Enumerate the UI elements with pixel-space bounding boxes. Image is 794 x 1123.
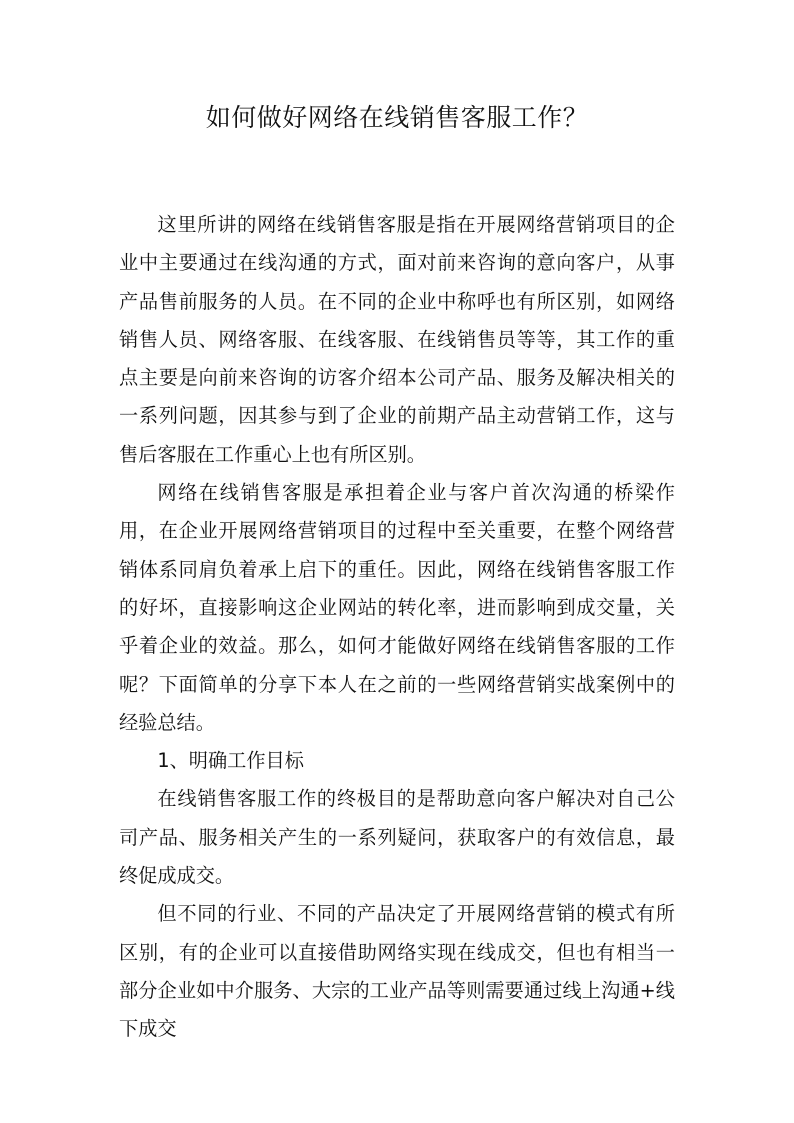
paragraph-goal: 在线销售客服工作的终极目的是帮助意向客户解决对自己公司产品、服务相关产生的一系列疑问，获取客户的有效信息，最终促成成交。 — [119, 787, 675, 888]
paragraph-industry: 但不同的行业、不同的产品决定了开展网络营销的模式有所区别，有的企业可以直接借助网络实现在线成交，但也有相当一部分企业如中介服务、大宗的工业产品等则需要通过线上沟通+线下成交 — [119, 902, 675, 1041]
document-body — [119, 206, 675, 1049]
document-title: 如何做好网络在线销售客服工作？ — [205, 103, 589, 132]
paragraph-intro: 这里所讲的网络在线销售客服是指在开展网络营销项目的企业中主要通过在线沟通的方式，面对前来咨询的意向客户，从事产品售前服务的人员。在不同的企业中称呼也有所区别，如网络销售人员、网络客服、在线客服、在线销售员等等，其工作的重点主要是向前来咨询的访客介绍本公司产品、服务及解决相关的一系列问题，因其参与到了企业的前期产品主动营销工作，这与售后客服在工作重心上也有所区别。 — [119, 213, 675, 466]
paragraph-importance: 网络在线销售客服是承担着企业与客户首次沟通的桥梁作用，在企业开展网络营销项目的过程中至关重要，在整个网络营销体系同肩负着承上启下的重任。因此，网络在线销售客服工作的好坏，直接影响这企业网站的转化率，进而影响到成交量，关乎着企业的效益。那么，如何才能做好网络在线销售客服的工作呢？下面简单的分享下本人在之前的一些网络营销实战案例中的经验总结。 — [119, 481, 675, 734]
section-heading: 1、明确工作目标 — [157, 749, 304, 773]
